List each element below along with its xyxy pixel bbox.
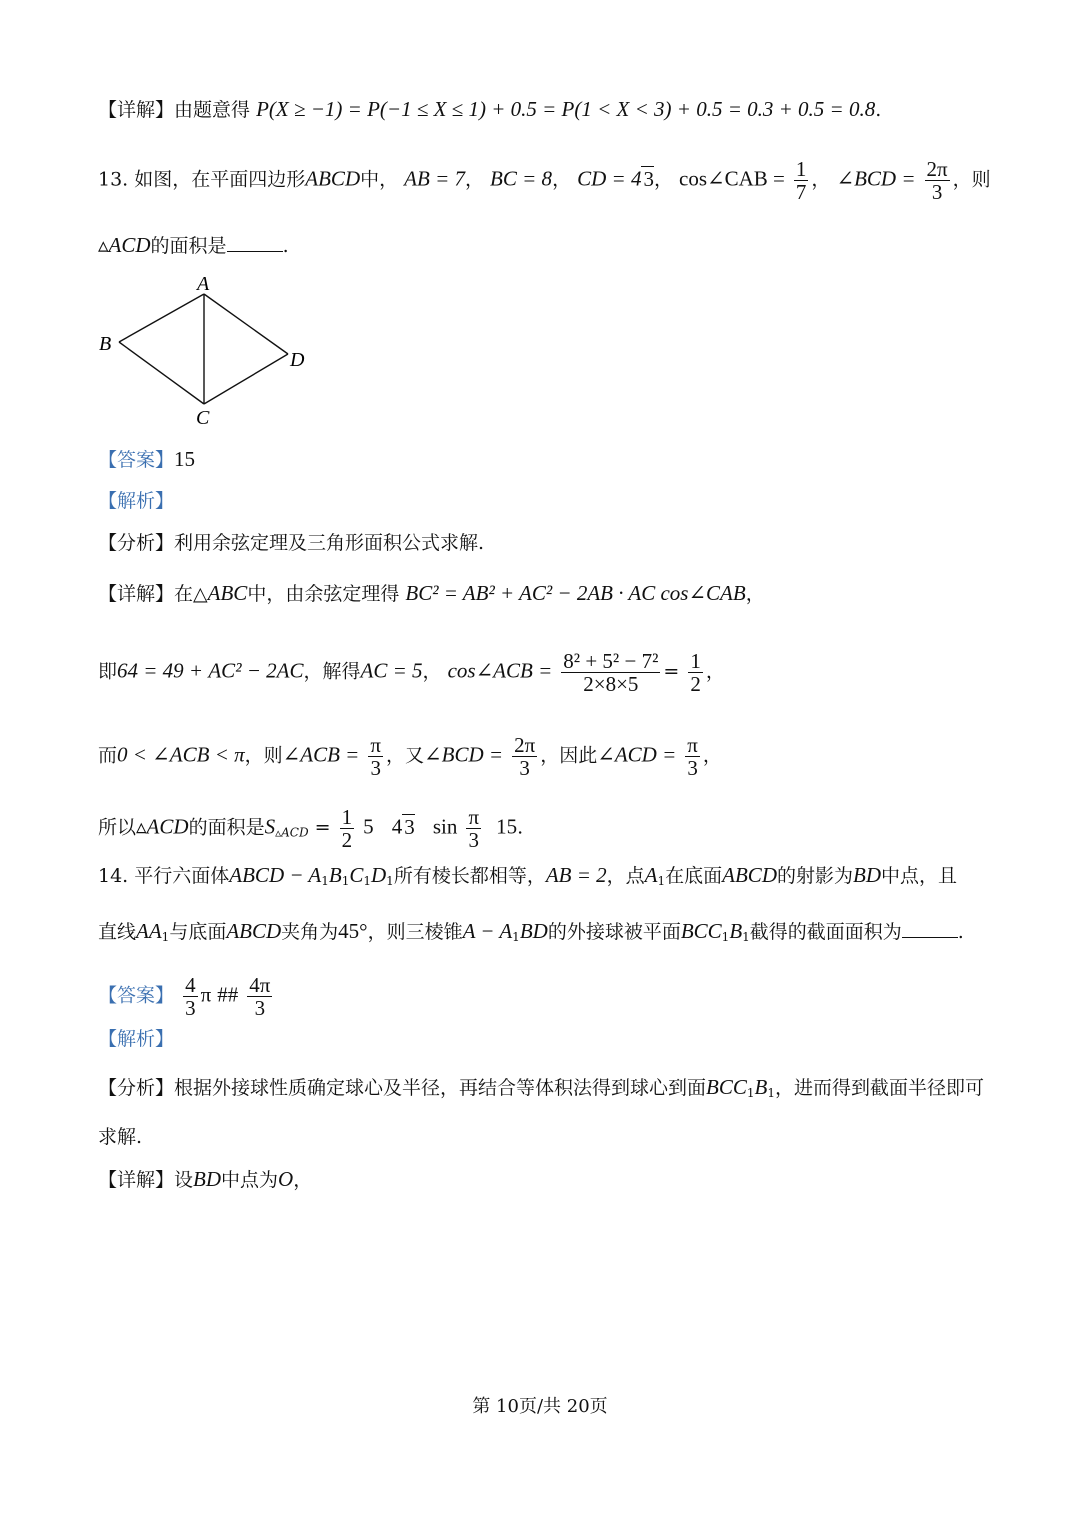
a13-detail-line-2: 即64 = 49 + AC² − 2AC，解得AC = 5， cos∠ACB = $\frac{\text{8² + 5² − 7²}}{2\times 8\times 5}$ = $\frac{1}{2}$ ， [98, 649, 725, 696]
angle-bcd: ∠BCD = [836, 166, 916, 191]
pyramid-bd: BD [519, 919, 548, 943]
quadrilateral-figure [96, 272, 326, 432]
analysis-plane: BCC [706, 1075, 747, 1099]
period: . [875, 99, 882, 121]
analysis-text: 利用余弦定理及三角形面积公式求解. [174, 532, 485, 554]
ans-num: 4 [185, 973, 196, 997]
sin-num: π [468, 805, 480, 829]
question-number: 14. [98, 865, 129, 887]
solve-text: ，解得 [303, 660, 361, 683]
analysis-text-2: 求解. [98, 1126, 143, 1148]
angle-acb: ∠ACB = [282, 742, 360, 767]
triangle-acd: ▵ACD [98, 233, 151, 257]
q13-in: 中， [360, 168, 399, 191]
angle-text: 夹角为 [281, 921, 339, 943]
half-den: 2 [690, 672, 701, 696]
area-half-fraction [340, 806, 355, 851]
detail-text: 由题意得 [174, 99, 251, 121]
cd-value: CD = 4 [577, 166, 642, 191]
q14-line-1: 14. 平行六面体ABCD − $A_1B_1C_1D_1$所有棱长都相等，AB = 2，点$A_1$在底面ABCD的射影为BD中点，且 [98, 863, 958, 888]
detail-pre: 在△ [174, 583, 208, 605]
hence-text: ，因此 [540, 744, 598, 767]
detail-tag: 【详解】 [98, 99, 175, 121]
ans2-num: 4π [249, 973, 271, 997]
point-o: O [278, 1167, 294, 1191]
bcd-fraction [512, 734, 537, 779]
detail-tag: 【详解】 [98, 1169, 175, 1191]
q13-then: ，则 [952, 168, 991, 191]
bcd-den: 3 [519, 756, 530, 780]
bc-value: BC = 8 [490, 166, 553, 191]
detail-pre: 设 [174, 1169, 194, 1191]
triangle-abc: ABC [207, 581, 248, 605]
aa1-line: AA [136, 919, 162, 943]
jiexi-tag: 【解析】 [98, 490, 175, 512]
a13-detail-line-3: 而0 < ∠ACB < π，则∠ACB = $\frac{\pi}{3}$ ，又∠BCD = $\frac{2\pi}{3}$ ，因此∠ACD = $\frac{\pi}{3}$ ， [98, 733, 722, 780]
cos-acb-num: 8² + 5² − 7² [563, 649, 659, 673]
question-number: 13. [98, 168, 129, 191]
area-half-den: 2 [341, 828, 353, 852]
q14-line-2: 直线$AA_1$与底面ABCD夹角为45°，则三棱锥$A - A_1BD$的外接球被平面$BCC_1B_1$截得的截面面积为 . [98, 919, 964, 944]
angle-acd: ∠ACD = [597, 742, 677, 767]
bd-segment: BD [853, 863, 881, 887]
page-footer: 第 10页/共 20页 [472, 1396, 608, 1417]
analysis-tag: 【分析】 [98, 1077, 175, 1099]
a14-answer-line [98, 974, 275, 1019]
projection-text: 的射影为 [776, 865, 853, 887]
period: . [282, 235, 289, 257]
plane-bcc1b1: BCC [680, 919, 722, 943]
cos-acb: cos∠ACB = [447, 658, 553, 683]
factor-five: 5 [363, 814, 374, 839]
detail-mid: 中点为 [221, 1169, 279, 1191]
sin-text: sin [432, 814, 458, 839]
also-text: ，又 [386, 744, 425, 767]
bcd-num: 2π [514, 733, 536, 757]
quadratic-equation: 64 = 49 + AC² − 2AC [117, 658, 304, 683]
angle-num: 2π [926, 157, 948, 181]
area-half-num: 1 [341, 805, 353, 829]
detail-line-1 [98, 96, 881, 123]
angle-fraction [925, 158, 950, 203]
factor-four: 4 [391, 814, 403, 839]
q14-intro: 平行六面体 [134, 865, 230, 887]
cos-den: 7 [795, 180, 807, 204]
area-subscript: ▵ACD [275, 825, 309, 840]
answer-tag: 【答案】 [98, 449, 175, 471]
ans-den: 3 [185, 996, 196, 1020]
ji-text: 即 [98, 660, 118, 683]
ab-length: AB = 2 [545, 863, 607, 887]
a13-detail-line-1: 【详解】在△ABC中，由余弦定理得 BC² = AB² + AC² − 2AB · AC cos∠CAB， [98, 581, 765, 605]
a13-detail-line-4: 所以▵ACD的面积是$S_{▵ACD}$ = $\frac{1}{2}$ 5 43 sin $\frac{\pi}{3}$ 15. [98, 805, 524, 852]
ans-separator: ## [217, 982, 239, 1007]
answer-blank-2 [902, 919, 958, 938]
cos-num: 1 [795, 157, 807, 181]
period: . [517, 816, 524, 839]
jiexi-tag: 【解析】 [98, 1028, 175, 1050]
cosine-law-equation: BC² = AB² + AC² − 2AB · AC cos∠CAB [405, 581, 746, 605]
sin-fraction [466, 806, 481, 851]
ans-fraction [183, 974, 198, 1019]
q13-area-text: 的面积是 [150, 235, 227, 257]
a13-answer-line [98, 446, 195, 473]
suoyi-text: 所以 [98, 816, 137, 839]
detail-tag: 【详解】 [98, 583, 175, 605]
acb-den: 3 [370, 756, 381, 780]
acb-fraction [368, 734, 383, 779]
acd-num: π [687, 733, 698, 757]
analysis-end: ，进而得到截面半径即可 [774, 1077, 984, 1099]
probability-equation: P(X ≥ −1) = P(−1 ≤ X ≤ 1) + 0.5 = P(1 < X < 3) + 0.5 = 0.3 + 0.5 = 0.8 [256, 97, 876, 121]
angle-inequality: 0 < ∠ACB < π [117, 742, 245, 767]
er-text: 而 [98, 744, 118, 767]
vertex-b: B [99, 333, 112, 355]
vertex-a: A [197, 273, 210, 295]
analysis-tag: 【分析】 [98, 532, 175, 554]
a13-analysis-line [98, 530, 484, 556]
detail-mid: 中，由余弦定理得 [247, 583, 400, 605]
answer-tag: 【答案】 [98, 984, 175, 1007]
angle-bcd-2: ∠BCD = [424, 742, 504, 767]
factor-root: 3 [404, 814, 415, 839]
answer-value: 15 [174, 447, 196, 471]
period: . [957, 921, 964, 943]
area-text: 的面积是 [188, 816, 265, 839]
angle-den: 3 [931, 180, 943, 204]
point-text: ，点 [606, 865, 645, 887]
cos-fraction [794, 158, 809, 203]
a14-analysis-line-2 [98, 1124, 142, 1150]
ac-value: AC = 5 [360, 658, 423, 683]
acd-den: 3 [687, 756, 698, 780]
analysis-text: 根据外接球性质确定球心及半径，再结合等体积法得到球心到面 [174, 1077, 707, 1099]
sphere-text: 的外接球被平面 [547, 921, 681, 943]
a14-jiexi-line [98, 1026, 174, 1052]
detail-bd: BD [193, 1167, 222, 1191]
cos-acb-fraction [561, 650, 660, 695]
then-text: ，则 [244, 744, 283, 767]
half-num: 1 [690, 649, 701, 673]
answer-blank [227, 233, 283, 252]
midpoint-text: 中点，且 [881, 865, 958, 887]
vertex-d: D [290, 349, 305, 371]
ans2-fraction [247, 974, 272, 1019]
half-fraction [688, 650, 703, 695]
angle-45: 45° [338, 919, 368, 943]
ab-value: AB = 7 [404, 166, 465, 191]
q13-intro: 如图，在平面四边形 [134, 168, 306, 191]
sin-den: 3 [468, 828, 479, 852]
ans-pi: π [200, 982, 212, 1007]
comma: ， [293, 1169, 313, 1191]
quad-name: ABCD [305, 166, 361, 191]
line-text: 直线 [98, 921, 137, 943]
ans2-den: 3 [254, 996, 266, 1020]
q13-line-1: 13. 如图，在平面四边形ABCD中， AB = 7， BC = 8， CD = 43， cos∠CAB = $\frac{1}{7}$ ， ∠BCD = $\frac{2\pi}{3}$ ，则 [98, 157, 991, 204]
acb-num: π [370, 733, 381, 757]
with-base-text: 与底面 [169, 921, 227, 943]
a13-jiexi-line [98, 488, 174, 514]
section-text: 截得的截面面积为 [749, 921, 902, 943]
vertex-c: C [196, 407, 210, 429]
a14-analysis-line-1: 【分析】根据外接球性质确定球心及半径，再结合等体积法得到球心到面$BCC_1B_1$，进而得到截面半径即可 [98, 1075, 984, 1100]
q13-line-2 [98, 232, 289, 259]
cos-acb-den: 2×8×5 [583, 672, 639, 696]
q14-text: 所有棱长都相等， [393, 865, 546, 887]
base-abcd: ABCD [226, 919, 282, 943]
cd-root: 3 [643, 166, 654, 191]
cos-cab: cos∠CAB = [679, 166, 785, 191]
acd-fraction [685, 734, 700, 779]
area-symbol: S [264, 814, 276, 839]
triangle-acd-2: ▵ACD [136, 814, 189, 839]
area-result: 15 [496, 814, 518, 839]
parallelepiped: ABCD − A [229, 863, 322, 887]
pyramid: A − A [462, 919, 513, 943]
a14-detail-line [98, 1166, 312, 1193]
pyramid-text: ，则三棱锥 [367, 921, 463, 943]
base-text: 在底面 [665, 865, 723, 887]
